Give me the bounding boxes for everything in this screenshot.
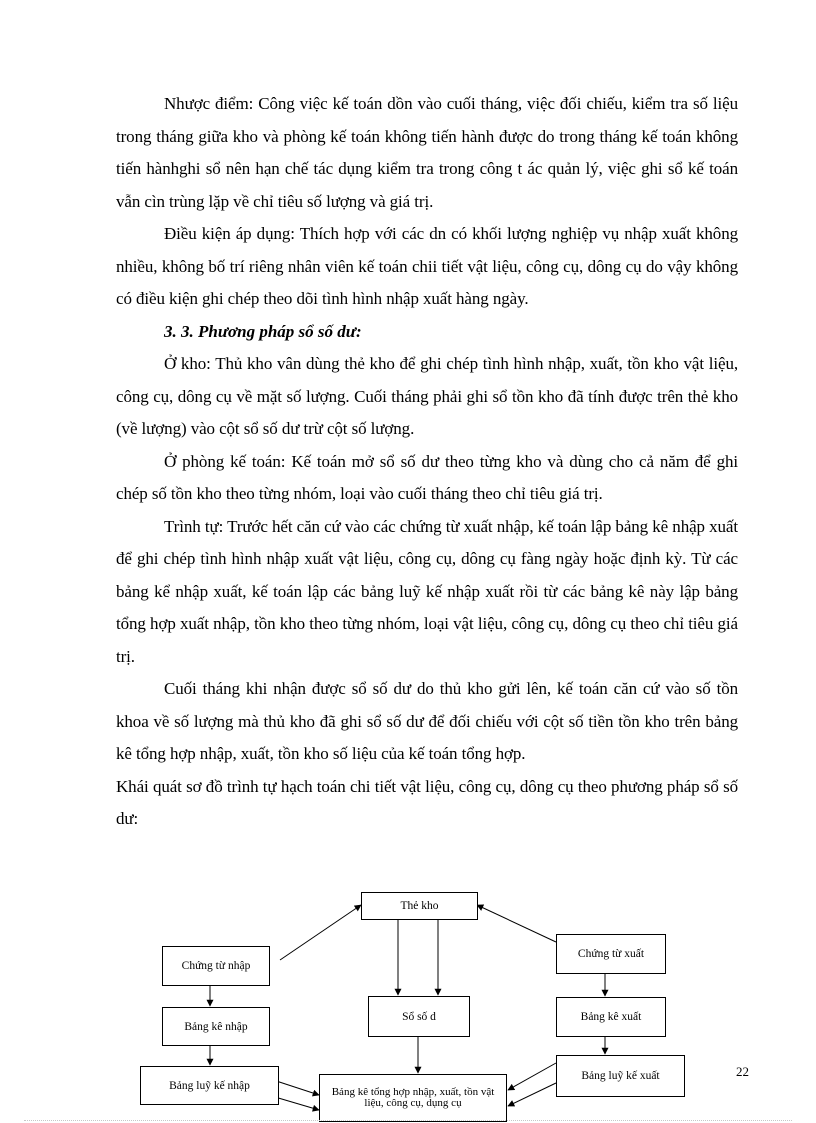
page-number: 22 <box>736 1064 749 1079</box>
paragraph-month-end: Cuối tháng khi nhận được sổ số dư do thủ kho gửi lên, kế toán căn cứ vào số tồn khoa về số lượng mà thủ kho đã ghi sổ số dư để đối chiếu với cột số tiền tồn kho trên bảng kê tổng hợp nhập, xuất, tồn kho số liệu của kế toán tổng hợp. <box>116 679 738 763</box>
paragraph-disadvantages: Nhược điểm: Công việc kế toán dồn vào cuối tháng, việc đối chiếu, kiểm tra số liệu trong tháng giữa kho và phòng kế toán không tiến hành được do trong tháng kế toán không tiến hànhghi sổ nên hạn chế tác dụng kiểm tra trong công t ác quản lý, việc ghi sổ kế toán vẫn cìn trùng lặp về chỉ tiêu số lượng và giá trị. <box>116 94 738 211</box>
box-bang-ke-nhap: Bảng kê nhập <box>162 1007 270 1046</box>
box-bang-ke-tong-hop: Bảng kê tổng hợp nhập, xuất, tồn vật liệu, công cụ, dụng cụ <box>319 1074 507 1122</box>
box-bang-luy-ke-nhap: Bảng luỹ kế nhập <box>140 1066 279 1105</box>
paragraph-warehouse: Ở kho: Thủ kho vân dùng thẻ kho để ghi chép tình hình nhập, xuất, tồn kho vật liệu, công cụ, dông cụ về mặt số lượng. Cuối tháng phải ghi sổ tồn kho đã tính được trên thẻ kho (về lượng) vào cột sổ số dư trừ cột số lượng. <box>116 354 738 438</box>
box-bang-luy-ke-xuat: Bảng luỹ kế xuất <box>556 1055 685 1097</box>
paragraph-procedure: Trình tự: Trước hết căn cứ vào các chứng từ xuất nhập, kế toán lập bảng kê nhập xuất để ghi chép tình hình nhập xuất vật liệu, công cụ, dông cụ fàng ngày hoặc định kỳ. Từ các bảng kể nhập xuất, kế toán lập các bảng luỹ kế nhập xuất rồi từ các bảng kê này lập bảng tổng hợp xuất nhập, tồn kho theo từng nhóm, loại vật liệu, công cụ, dông cụ theo chỉ tiêu giá trị. <box>116 516 738 666</box>
box-the-kho: Thẻ kho <box>361 892 478 920</box>
section-heading: 3. 3. Phương pháp sổ số dư: <box>164 321 362 341</box>
box-so-so-du: Sổ số d <box>368 996 470 1037</box>
paragraph-overview: Khái quát sơ đồ trình tự hạch toán chi tiết vật liệu, công cụ, dông cụ theo phương pháp sổ số dư: <box>116 776 738 828</box>
paragraph-conditions: Điều kiện áp dụng: Thích hợp với các dn có khối lượng nghiệp vụ nhập xuất không nhiều, không bố trí riêng nhân viên kế toán chii tiết vật liệu, công cụ, dông cụ do vậy không có điều kiện ghi chép theo dõi tình hình nhập xuất hàng ngày. <box>116 224 738 308</box>
box-chung-tu-xuat: Chứng từ xuất <box>556 934 666 974</box>
box-bang-ke-xuat: Bảng kê xuất <box>556 997 666 1037</box>
arrow-xuat-to-thekho <box>477 905 556 942</box>
footer-rule <box>24 1120 792 1121</box>
arrow-nhap-to-thekho <box>280 905 361 960</box>
paragraph-accounting-dept: Ở phòng kế toán: Kế toán mở sổ số dư theo từng kho và dùng cho cả năm để ghi chép số tồn kho theo từng nhóm, loại vào cuối tháng theo chỉ tiêu giá trị. <box>116 451 738 503</box>
box-chung-tu-nhap: Chứng từ nhập <box>162 946 270 986</box>
